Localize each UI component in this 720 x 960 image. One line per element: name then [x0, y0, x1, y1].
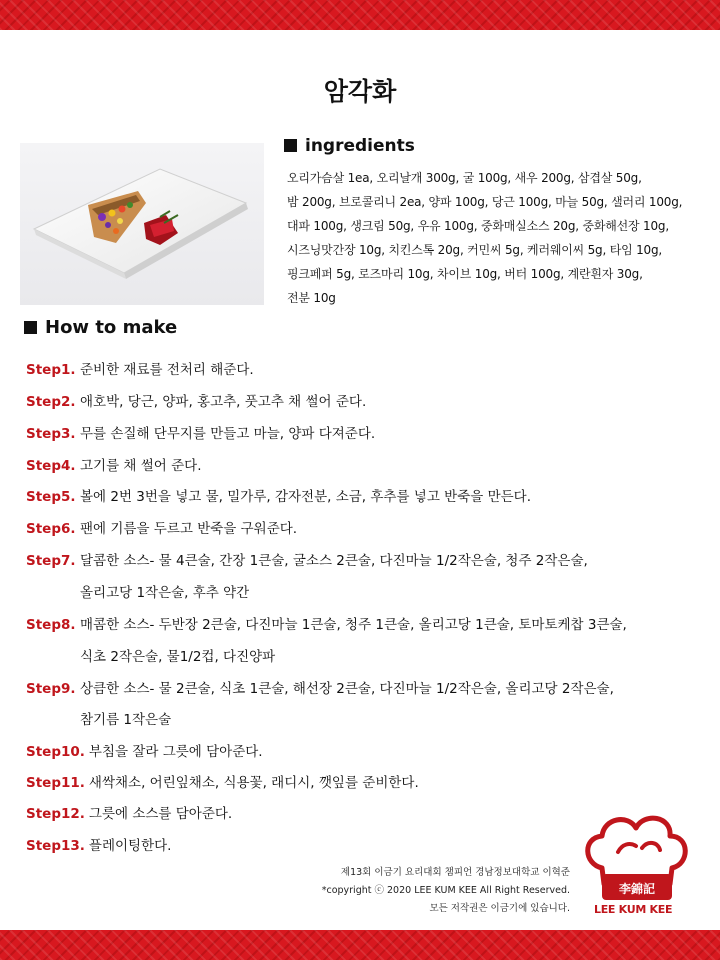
step-text: 그릇에 소스를 담아준다. — [88, 806, 233, 822]
heading-square-icon — [284, 139, 297, 152]
step-label: Step4. — [26, 458, 76, 474]
step-label: Step13. — [26, 838, 85, 854]
ingredients-heading — [284, 136, 415, 156]
logo-badge-text: 李錦記 — [618, 882, 656, 896]
ingredients-line: 시즈닝맛간장 10g, 치킨스톡 20g, 커민씨 5g, 케러웨이씨 5g, 타임 10g, — [287, 243, 663, 257]
dish-illustration — [20, 143, 264, 305]
step-text: 볼에 2번 3번을 넣고 물, 밀가루, 감자전분, 소금, 후추를 넣고 반죽을 만든다. — [80, 489, 531, 505]
ingredients-heading-text: ingredients — [305, 136, 415, 156]
footer-copyright: *copyright ⓒ 2020 LEE KUM KEE All Right Reserved. — [321, 885, 570, 896]
step-label: Step7. — [26, 553, 76, 569]
step-text: 무를 손질해 단무지를 만들고 마늘, 양파 다져준다. — [80, 426, 376, 442]
step-label: Step9. — [26, 681, 76, 697]
step-7-continuation: 올리고당 1작은술, 후추 약간 — [80, 585, 250, 601]
step-13 — [26, 834, 171, 854]
heading-square-icon — [24, 321, 37, 334]
ingredients-line: 핑크페퍼 5g, 로즈마리 10g, 차이브 10g, 버터 100g, 계란흰자 30g, — [287, 267, 643, 281]
chef-hat-icon — [578, 808, 696, 918]
ingredients-line: 밤 200g, 브로콜리니 2ea, 양파 100g, 당근 100g, 마늘 50g, 샐러리 100g, — [287, 195, 683, 209]
footer-credit: 제13회 이금기 요리대회 챔피언 경남정보대학교 이혁준 — [340, 867, 570, 878]
bottom-decorative-band — [0, 930, 720, 960]
ingredients-line: 대파 100g, 생크림 50g, 우유 100g, 중화매실소스 20g, 중화해선장 10g, — [287, 219, 669, 233]
step-text: 고기를 채 썰어 준다. — [80, 458, 202, 474]
ingredients-line: 전분 10g — [287, 291, 336, 305]
how-to-heading-text: How to make — [45, 317, 178, 338]
step-4 — [26, 454, 202, 474]
how-to-heading — [24, 317, 177, 338]
step-3 — [26, 422, 375, 442]
step-8-continuation: 식초 2작은술, 물1/2컵, 다진양파 — [80, 649, 276, 665]
top-decorative-band — [0, 0, 720, 30]
step-label: Step5. — [26, 489, 76, 505]
step-text: 준비한 재료를 전처리 해준다. — [80, 362, 254, 378]
footer-rights: 모든 저작권은 이금기에 있습니다. — [429, 903, 570, 914]
step-label: Step6. — [26, 521, 76, 537]
step-text: 달콤한 소스- 물 4큰술, 간장 1큰술, 굴소스 2큰술, 다진마늘 1/2작은술, 청주 2작은술, — [80, 553, 588, 569]
ingredients-list — [287, 166, 682, 310]
step-text: 플레이팅한다. — [88, 838, 172, 854]
step-7 — [26, 549, 588, 569]
ingredients-line: 오리가슴살 1ea, 오리날개 300g, 굴 100g, 새우 200g, 삼겹살 50g, — [287, 171, 642, 185]
step-6 — [26, 517, 297, 537]
step-label: Step12. — [26, 806, 85, 822]
step-label: Step2. — [26, 394, 76, 410]
step-label: Step11. — [26, 775, 85, 791]
page-title: 암각화 — [323, 77, 397, 106]
step-text: 팬에 기름을 두르고 반죽을 구워준다. — [80, 521, 298, 537]
step-label: Step10. — [26, 744, 85, 760]
lee-kum-kee-logo — [578, 808, 696, 918]
step-9 — [26, 677, 614, 697]
step-1 — [26, 358, 254, 378]
step-10 — [26, 740, 263, 760]
step-label: Step1. — [26, 362, 76, 378]
logo-wordmark: LEE KUM KEE — [594, 903, 673, 916]
step-9-continuation: 참기름 1작은술 — [80, 712, 172, 728]
step-5 — [26, 485, 531, 505]
step-text: 부침을 잘라 그릇에 담아준다. — [88, 744, 263, 760]
step-text: 애호박, 당근, 양파, 홍고추, 풋고추 채 썰어 준다. — [80, 394, 367, 410]
dish-photo — [20, 143, 264, 305]
step-text: 상큼한 소스- 물 2큰술, 식초 1큰술, 해선장 2큰술, 다진마늘 1/2작은술, 올리고당 2작은술, — [80, 681, 614, 697]
step-text: 매콤한 소스- 두반장 2큰술, 다진마늘 1큰술, 청주 1큰술, 올리고당 1큰술, 토마토케찹 3큰술, — [80, 617, 627, 633]
step-text: 새싹채소, 어린잎채소, 식용꽃, 래디시, 깻잎를 준비한다. — [88, 775, 419, 791]
copyright-footer — [322, 864, 570, 918]
step-2 — [26, 390, 366, 410]
step-label: Step3. — [26, 426, 76, 442]
step-12 — [26, 802, 232, 822]
step-label: Step8. — [26, 617, 76, 633]
step-11 — [26, 771, 419, 791]
step-8 — [26, 613, 627, 633]
